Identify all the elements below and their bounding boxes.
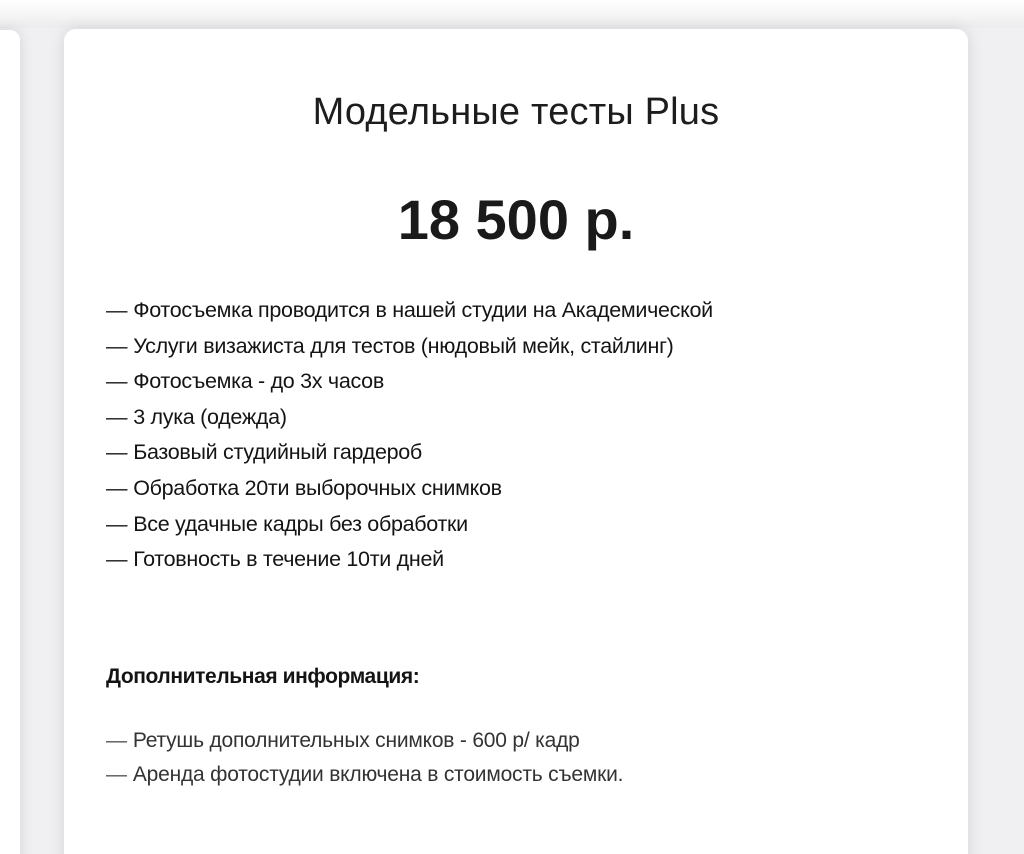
pricing-card: [64, 29, 968, 854]
dash-bullet-icon: —: [106, 333, 128, 358]
plan-price: 18 500 р.: [397, 188, 635, 251]
dash-bullet-icon: —: [106, 404, 128, 429]
features-list: [106, 293, 713, 578]
extra-info-list: [106, 724, 623, 792]
feature-item: — Фотосъемка проводится в нашей студии на Академической: [106, 298, 713, 322]
feature-item: — 3 лука (одежда): [106, 404, 287, 429]
dash-bullet-icon: —: [106, 729, 127, 752]
feature-item: — Базовый студийный гардероб: [106, 440, 422, 465]
dash-bullet-icon: —: [106, 298, 128, 322]
dash-bullet-icon: —: [106, 763, 127, 786]
dash-bullet-icon: —: [106, 369, 128, 394]
extra-info-heading: Дополнительная информация:: [106, 665, 420, 688]
extra-info-item: — Ретушь дополнительных снимков - 600 р/ кадр: [106, 729, 580, 752]
page-background-top: [0, 0, 1024, 28]
feature-item: — Все удачные кадры без обработки: [106, 511, 468, 536]
feature-item: — Готовность в течение 10ти дней: [106, 547, 444, 572]
dash-bullet-icon: —: [106, 475, 128, 500]
feature-item: — Обработка 20ти выборочных снимков: [106, 475, 502, 500]
extra-info-item: — Аренда фотостудии включена в стоимость съемки.: [106, 763, 624, 786]
plan-title: Модельные тесты Plus: [312, 91, 720, 133]
dash-bullet-icon: —: [106, 511, 128, 536]
dash-bullet-icon: —: [106, 547, 128, 572]
adjacent-pricing-card-left[interactable]: [0, 30, 20, 854]
feature-item: — Фотосъемка - до 3х часов: [106, 369, 384, 394]
feature-item: — Услуги визажиста для тестов (нюдовый мейк, стайлинг): [106, 333, 674, 358]
dash-bullet-icon: —: [106, 440, 128, 465]
